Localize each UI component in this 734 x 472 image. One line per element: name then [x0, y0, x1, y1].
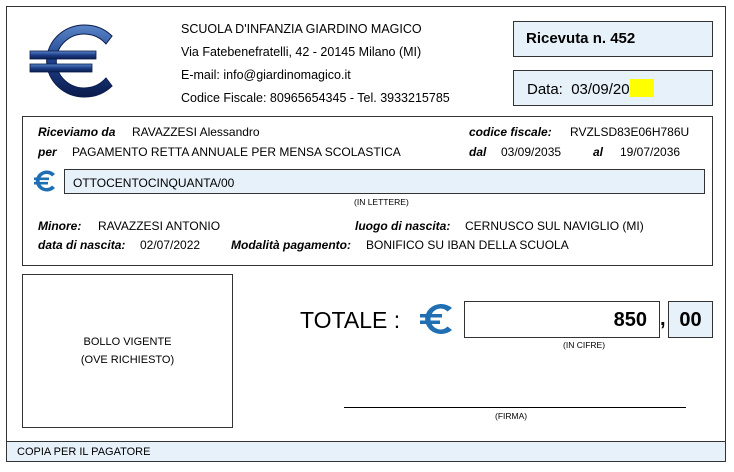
receipt-number: Ricevuta n. 452 [513, 21, 713, 57]
fiscal-code-label: codice fiscale: [469, 125, 552, 139]
birthplace-value: CERNUSCO SUL NAVIGLIO (MI) [465, 219, 644, 233]
signature-caption: (FIRMA) [495, 411, 528, 421]
fiscal-code-value: RVZLSD83E06H786U [570, 125, 690, 139]
date-value: 03/09/20 [571, 81, 630, 98]
total-label: TOTALE : [300, 307, 401, 333]
amount-euros: 850 [464, 301, 660, 338]
from-label: dal [469, 145, 487, 159]
from-value: 03/09/2035 [501, 145, 562, 159]
minor-label: Minore: [38, 219, 82, 233]
birthdate-label: data di nascita: [38, 238, 126, 252]
payment-mode-label: Modalità pagamento: [231, 238, 352, 252]
date-highlight [630, 79, 654, 97]
to-value: 19/07/2036 [620, 145, 681, 159]
to-label: al [593, 145, 604, 159]
stamp-line2: (OVE RICHIESTO) [80, 354, 175, 366]
footer-copy-label: COPIA PER IL PAGATORE [6, 441, 726, 462]
stamp-box [22, 274, 233, 428]
total-euro-icon [418, 302, 456, 336]
received-from-label: Riceviamo da [38, 125, 116, 139]
in-words-caption: (IN LETTERE) [354, 197, 409, 207]
payment-mode-value: BONIFICO SU IBAN DELLA SCUOLA [366, 238, 569, 252]
school-name: SCUOLA D'INFANZIA GIARDINO MAGICO [181, 22, 422, 36]
signature-line [344, 407, 686, 408]
amount-in-words: OTTOCENTOCINQUANTA/00 [64, 169, 705, 194]
school-address: Via Fatebenefratelli, 42 - 20145 Milano (MI) [181, 45, 422, 59]
receipt-date [513, 70, 713, 106]
for-value: PAGAMENTO RETTA ANNUALE PER MENSA SCOLASTICA [72, 145, 401, 159]
euro-logo-icon [26, 20, 122, 100]
minor-value: RAVAZZESI ANTONIO [98, 219, 221, 233]
in-figures-caption: (IN CIFRE) [563, 340, 606, 350]
euro-icon [32, 169, 58, 193]
school-email: E-mail: info@giardinomagico.it [181, 68, 351, 82]
birthplace-label: luogo di nascita: [355, 219, 451, 233]
birthdate-value: 02/07/2022 [140, 238, 201, 252]
date-label: Data: [527, 81, 563, 98]
received-from-value: RAVAZZESI Alessandro [132, 125, 260, 139]
decimal-separator: , [660, 308, 666, 330]
for-label: per [38, 145, 57, 159]
school-fiscal-phone: Codice Fiscale: 80965654345 - Tel. 3933215785 [181, 91, 450, 105]
stamp-line1: BOLLO VIGENTE [83, 336, 172, 348]
amount-cents: 00 [668, 301, 713, 338]
